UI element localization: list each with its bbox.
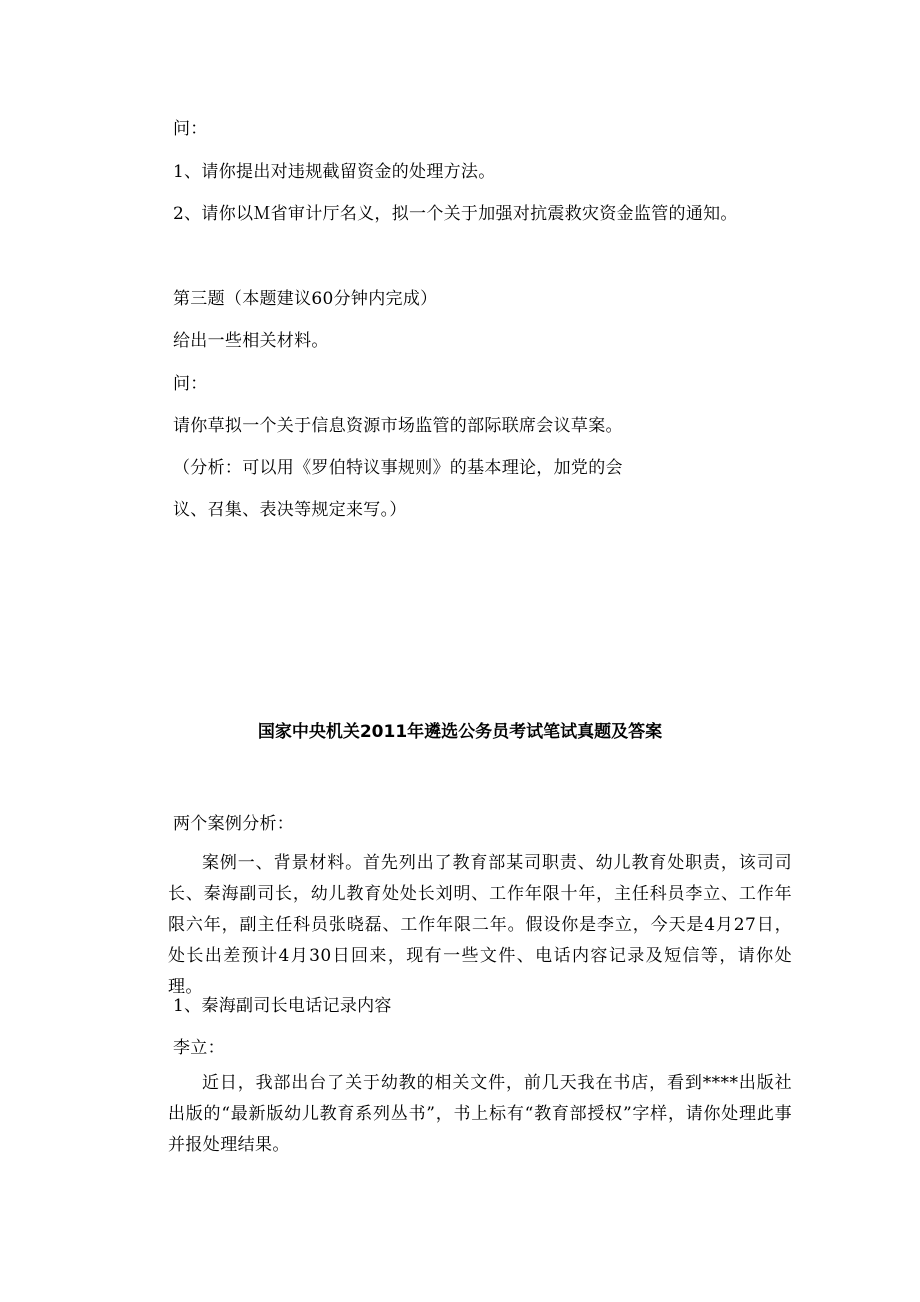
question-1: 1、请你提出对违规截留资金的处理方法。 bbox=[173, 162, 496, 182]
case-intro: 两个案例分析： bbox=[173, 814, 295, 834]
third-question-heading: 第三题（本题建议60分钟内完成） bbox=[173, 289, 438, 309]
item-1-heading: 1、秦海副司长电话记录内容 bbox=[173, 996, 392, 1016]
analysis-note-line-1: （分析：可以用《罗伯特议事规则》的基本理论，加党的会 bbox=[173, 458, 623, 478]
salutation: 李立： bbox=[173, 1038, 225, 1058]
exam-title: 国家中央机关2011年遴选公务员考试笔试真题及答案 bbox=[257, 722, 663, 742]
material-line: 给出一些相关材料。 bbox=[173, 331, 329, 351]
case-one-paragraph: 案例一、背景材料。首先列出了教育部某司职责、幼儿教育处职责，该司司长、秦海副司长，幼儿教育处处长刘明、工作年限十年，主任科员李立、工作年限六年，副主任科员张晓磊、工作年限二年。假设你是李立，今天是4月27日，处长出差预计4月30日回来，现有一些文件、电话内容记录及短信等，请你处理。 bbox=[168, 853, 792, 997]
question-prompt-2: 问： bbox=[173, 374, 208, 394]
question-2: 2、请你以Ｍ省审计厅名义，拟一个关于加强对抗震救灾资金监管的通知。 bbox=[173, 204, 738, 224]
task-line: 请你草拟一个关于信息资源市场监管的部际联席会议草案。 bbox=[173, 416, 623, 436]
analysis-note-line-2: 议、召集、表决等规定来写。） bbox=[173, 500, 407, 520]
question-prompt: 问： bbox=[173, 119, 208, 139]
message-body-paragraph: 近日，我部出台了关于幼教的相关文件，前几天我在书店，看到****出版社出版的“最新版幼儿教育系列丛书”，书上标有“教育部授权”字样，请你处理此事并报处理结果。 bbox=[168, 1073, 792, 1155]
